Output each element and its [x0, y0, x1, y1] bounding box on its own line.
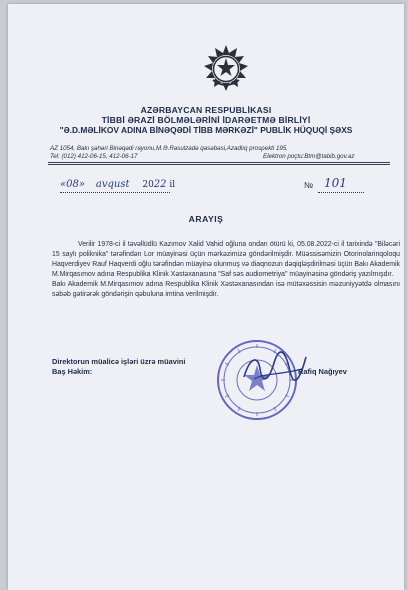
signatory-position-line1: Direktorun müalicə işləri üzrə müavini [52, 357, 186, 366]
header-divider [48, 162, 390, 163]
document-date: «08» avqust 2022 il [60, 179, 176, 190]
email-line: Elektron poçtu:Btm@tabib.gov.az [263, 153, 355, 160]
document-body [52, 240, 400, 300]
number-label: № [304, 180, 314, 190]
header-union: TİBBİ ƏRAZİ BÖLMƏLƏRİNİ İDARƏETMƏ BİRLİYİ [101, 115, 311, 125]
body-paragraph-2: Bakı Akademik M.Mirqasımov adına Respublika Klinik Xəstəxanasından isə mütəxəssisin məzuniyyətdə olmasını səbəb gətirərək göndərişin qəbuluna imtina verilmişdir. [52, 281, 400, 298]
signatory-name: Rafiq Nağıyev [298, 367, 347, 376]
number-underline [318, 192, 364, 193]
document-number: 101 [324, 176, 347, 190]
signatory-position [52, 357, 186, 377]
document-page [8, 4, 404, 590]
header-institution: "Ə.D.MƏLİKOV ADINA BİNƏQƏDİ TİBB MƏRKƏZİ" PUBLİK HÜQUQİ ŞƏXS [59, 125, 353, 135]
header-country: AZƏRBAYCAN RESPUBLİKASI [140, 105, 272, 115]
document-title: ARAYIŞ [188, 214, 224, 224]
date-month: avqust [95, 179, 130, 190]
header-divider-second [48, 164, 390, 165]
date-year-hand: 22 [153, 179, 167, 190]
signatory-position-line2: Baş Həkim: [52, 367, 93, 376]
address-line: AZ 1054, Bakı şəhəri Binəqədi rayonu,M.Ə.Rəsulzadə qəsəbəsi,Azadlıq prospekti 195. [50, 145, 289, 152]
date-underline [60, 192, 170, 193]
date-day: 08 [66, 179, 79, 190]
body-paragraph-1: Verilir 1978-ci il təvəllüdlü Kazımov Xalid Vahid oğluna ondan ötürü ki, 05.08.2022-ci il tarixində "Biləcəri 15 saylı poliknika" tərəfindən Lor müayinəsi üçün mərkəzimizə göndərilmişdir. Müəssisəmizin Otorinolarinqoloqu Haqverdiyev Rauf Haqverdi oğlu tərəfindən müayinə olunmuş və diaqnozun dəqiqləşdirilməsi üçün Bakı Akademik M.Mirqasımov adına Respublika Klinik Xəstəxanasına "Saf səs audiometriya" müayinəsinə göndəriş yazılmışdır. [52, 241, 400, 278]
date-suffix: il [169, 180, 176, 190]
date-year-prefix: 20 [142, 180, 154, 190]
state-emblem-icon [201, 44, 251, 94]
phone-line: Tel: (012) 412-06-15, 412-06-17 [50, 153, 138, 160]
